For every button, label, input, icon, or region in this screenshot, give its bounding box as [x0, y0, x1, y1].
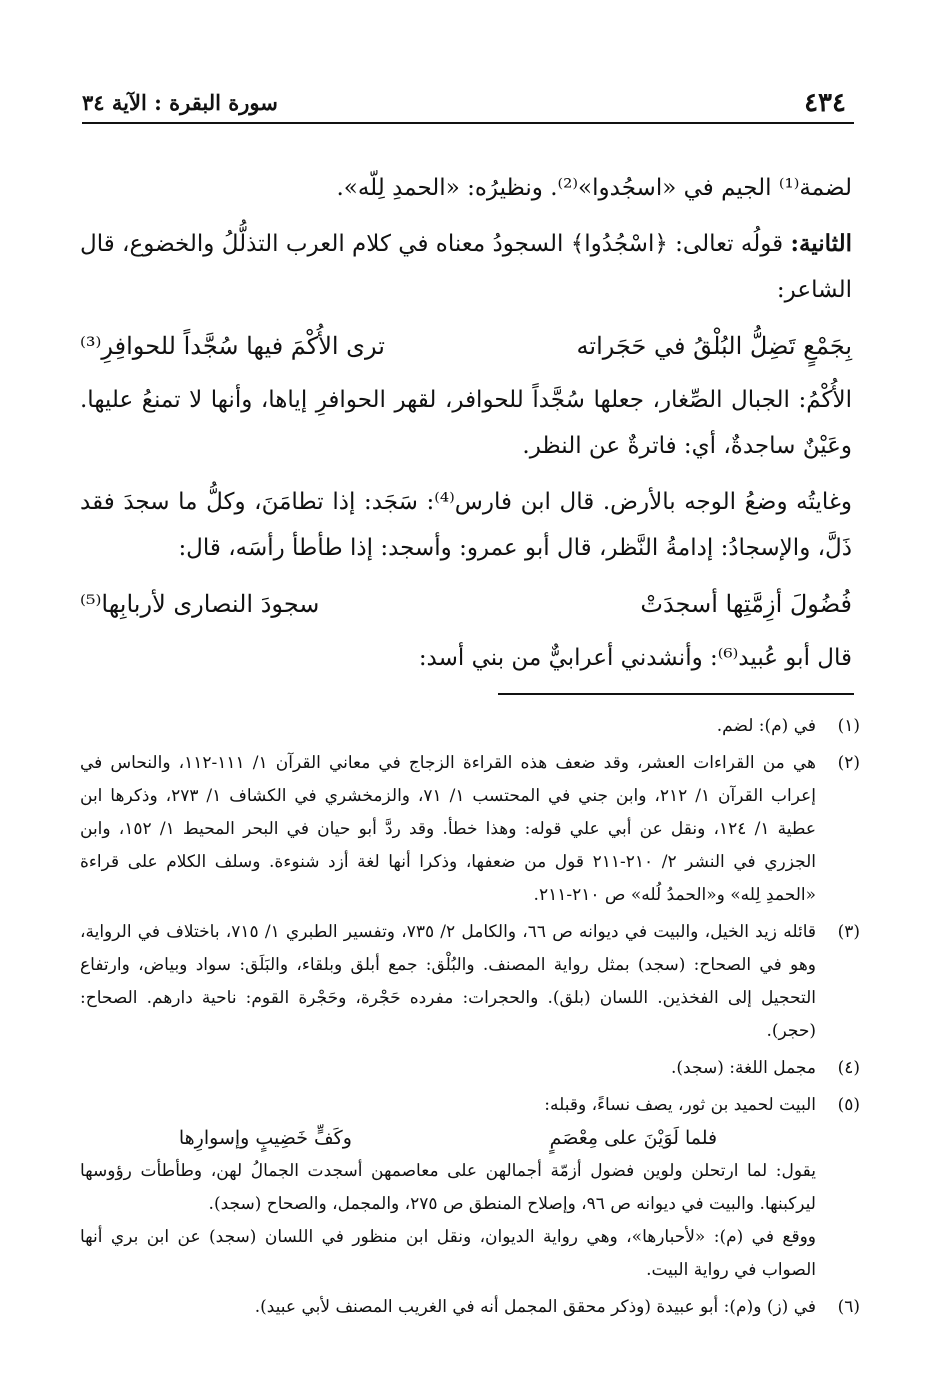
verse-hemistich-second: ترى الأُكْمَ فيها سُجَّداً للحوافِرِ⁽³⁾ — [80, 332, 385, 360]
footnote-text: البيت لحميد بن ثور، يصف نساءً، وقبله: — [544, 1095, 816, 1115]
paragraph: قال أبو عُبيد⁽⁶⁾: وأنشدني أعرابيٌّ من بني أسد: — [418, 645, 852, 671]
paragraph: وغايتُه وضعُ الوجه بالأرض. قال ابن فارس⁽⁴⁾: سَجَد: إذا تطامَنَ، وكلُّ ما سجدَ فقد ذَلَّ، والإسجادُ: إدامةُ النَّظر، قال أبو عمرو: وأسجد: إذا طأطأ رأسَه، قال: — [80, 489, 852, 561]
footnote-number: (٦) — [837, 1297, 860, 1317]
verse-hemistich-first: بِجَمْعٍ تَضِلُّ البُلْقُ في حَجَراته — [576, 332, 852, 360]
verse-hemistich-second: سجودَ النصارى لأربابِها⁽⁵⁾ — [80, 590, 320, 618]
footnote-text: قائله زيد الخيل، والبيت في ديوانه ص ٦٦، والكامل ٢/ ٧٣٥، وتفسير الطبري ١/ ٧١٥، باختلاف في الرواية، وهو في الصحاح: (سجد) بمثل رواية المصنف. والبُلْق: جمع أبلق وبلقاء، والبَلَق: سواد وبياض، وارتفاع التحجيل إلى الفخذين. اللسان (بلق). والحجرات: مفرده حَجْرة، وحَجْرة القوم: ناحية دارهم. الصحاح: (حجر). — [80, 922, 816, 1041]
footnote-text: في (م): لضم. — [716, 716, 816, 736]
footnote — [80, 916, 860, 1048]
verse-hemistich-first: فلما لَوَيْنَ على مِعْصَمٍ — [549, 1127, 718, 1149]
footnote-number: (٣) — [837, 922, 860, 942]
footnote-number: (١) — [837, 716, 860, 736]
section-lead: الثانية: — [790, 230, 852, 257]
footnote-number: (٤) — [837, 1058, 860, 1078]
verse-hemistich-first: فُضُولَ أزِمَّتِها أسجدَتْ — [640, 590, 852, 618]
poetry-verse — [80, 323, 852, 369]
footnote-verse — [80, 1122, 816, 1155]
footnote — [80, 747, 860, 912]
poetry-verse — [80, 581, 852, 627]
footnote-text: هي من القراءات العشر، وقد ضعف هذه القراءة الزجاج في معاني القرآن ١/ ١١١-١١٢، والنحاس في إعراب القرآن ١/ ٢١٢، وابن جني في المحتسب ١/ ٧١، والزمخشري في الكشاف ١/ ٢٧٣، وذكرها ابن عطية ١/ ١٢٤، ونقل عن أبي علي قوله: وهذا خطأ. وقد ردَّ أبو حيان في البحر المحيط ١/ ١٥٢، وابن الجزري في النشر ٢/ ٢١٠-٢١١ قول من ضعفها، وذكرا أنها لغة أزد شنوءة. وسلف الكلام على قراءة «الحمدِ لِله» و«الحمدُ لُله» ص ٢١٠-٢١١. — [80, 753, 816, 905]
footnote-text: يقول: لما ارتحلن ولوين فضول أزمّة أجمالهن على معاصمهن أسجدت الجمالُ لهن، وطأطأت رؤوسها ليركبنها. والبيت في ديوانه ص ٩٦، وإصلاح المنطق ص ٢٧٥، والمجمل، والصحاح (سجد). — [80, 1161, 816, 1214]
page-number: ٤٣٤ — [804, 88, 846, 118]
footnote — [80, 1052, 860, 1085]
main-text — [80, 165, 852, 691]
footnote-number: (٢) — [837, 753, 860, 773]
footnote — [80, 710, 860, 743]
paragraph: الأُكْمُ: الجبال الصِّغار، جعلها سُجَّداً للحوافر، لقهر الحوافرِ إياها، وأنها لا تمنعُ عليها. وعَيْنٌ ساجدةٌ، أي: فاترةٌ عن النظر. — [80, 387, 852, 459]
paragraph-text: قولُه تعالى: ﴿اسْجُدُوا﴾ السجودُ معناه في كلام العرب التذلُّلُ والخضوع، قال الشاعر: — [80, 231, 852, 303]
footnote-text: مجمل اللغة: (سجد). — [671, 1058, 816, 1078]
footnote — [80, 1291, 860, 1324]
verse-hemistich-second: وكَفٍّ خَضِيبٍ وإسوارِها — [178, 1127, 352, 1149]
footnote — [80, 1089, 860, 1287]
footnote-text: في (ز) و(م): أبو عبيدة (وذكر محقق المجمل أنه في الغريب المصنف لأبي عبيد). — [254, 1297, 816, 1317]
footnote-separator — [498, 693, 854, 695]
running-header — [82, 88, 854, 124]
paragraph: لضمة⁽¹⁾ الجيم في «اسجُدوا»⁽²⁾. ونظيرُه: «الحمدِ لِلّه». — [336, 175, 852, 201]
footnote-body — [80, 1089, 816, 1287]
footnotes — [80, 710, 860, 1328]
header-title: سورة البقرة : الآية ٣٤ — [82, 90, 278, 115]
footnote-number: (٥) — [837, 1095, 860, 1115]
footnote-text: ووقع في (م): «لأحبارها»، وهي رواية الديوان، ونقل ابن منظور في اللسان (سجد) عن ابن بري أنها الصواب في رواية البيت. — [80, 1227, 816, 1280]
paragraph — [80, 221, 852, 313]
